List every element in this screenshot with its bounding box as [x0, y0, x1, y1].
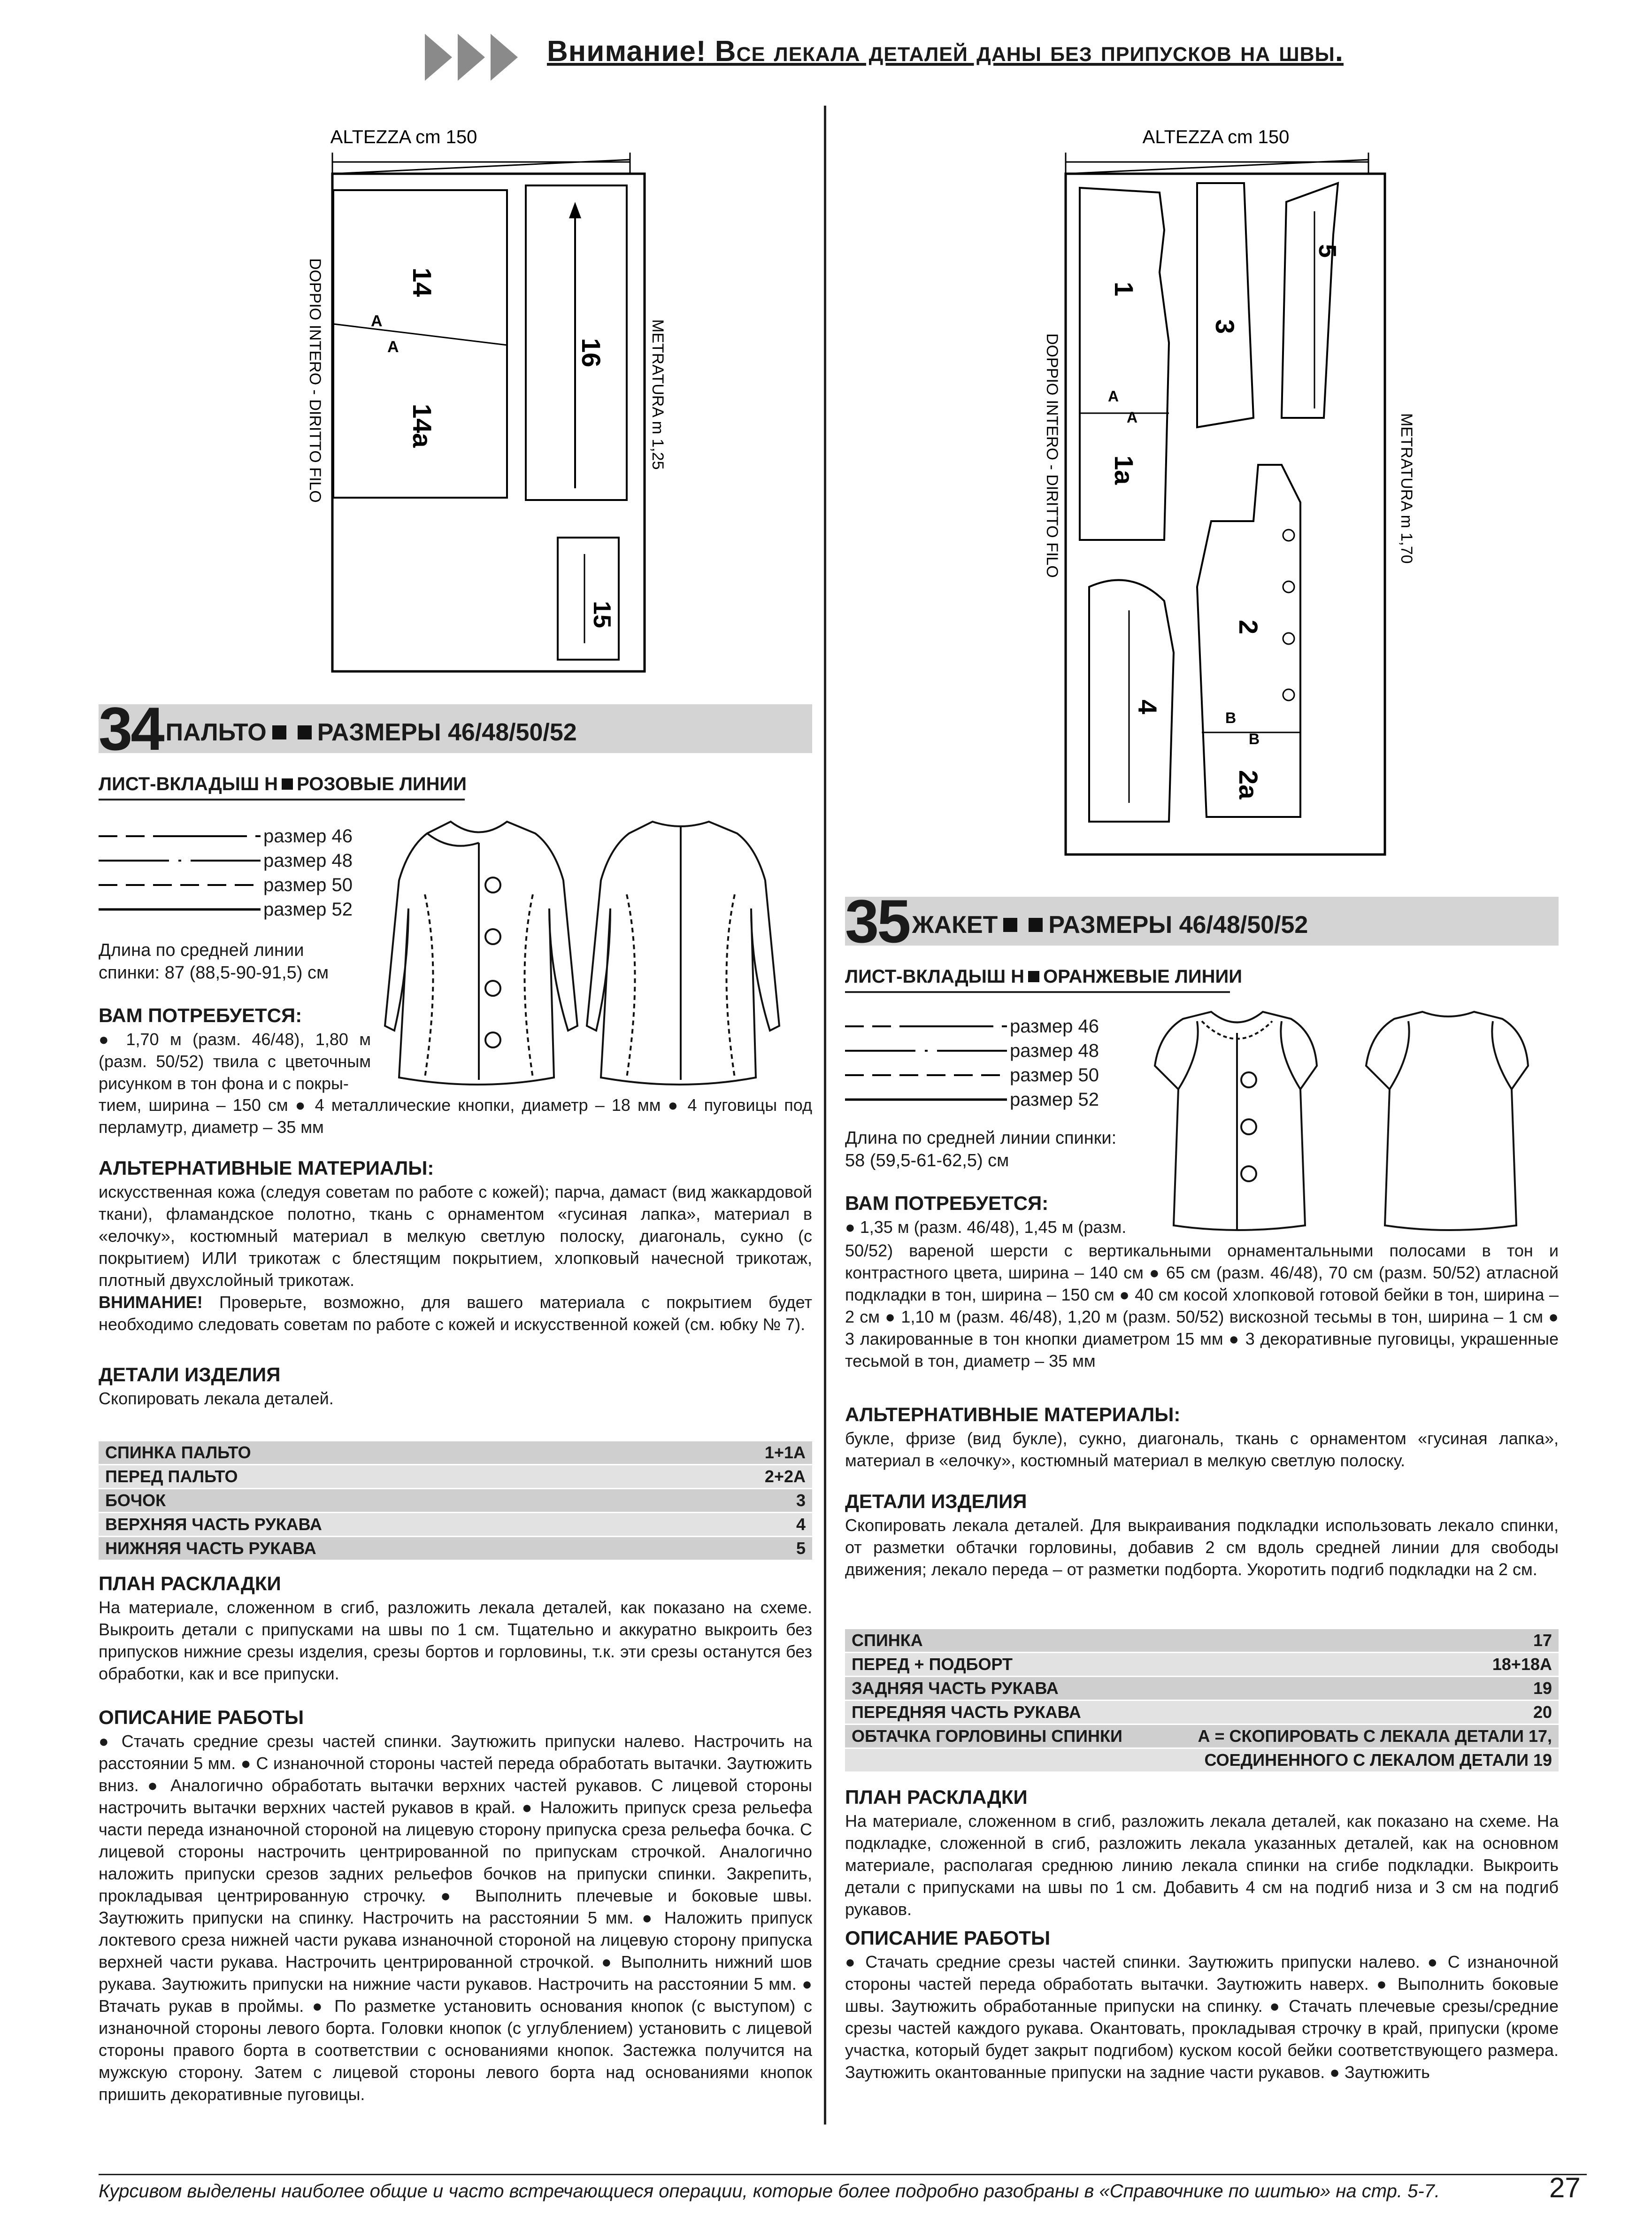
model-34-parts-title: ДЕТАЛИ ИЗДЕЛИЯ	[99, 1363, 281, 1386]
piece-label-3: 3	[1210, 319, 1240, 334]
model-35-legend: размер 46 размер 48 размер 50 размер 52	[1010, 1016, 1099, 1110]
model-35-parts-table	[845, 1629, 1559, 1773]
table-row: ЗАДНЯЯ ЧАСТЬ РУКАВА 19	[845, 1677, 1559, 1701]
model-34-alt-text: искусственная кожа (следуя советам по работе с кожей); парча, дамаст (вид жаккардовой ткани), фламандское полотно, ткань с орнаментом «гусиная лапка», материал в «елочку», костюмный материал в мелкую светлую полоску, диагональ, сукно (с покрытием) ИЛИ трикотаж с блестящим покрытием, хлопковый начесной трикотаж, плотный двухслойный трикотаж.	[99, 1182, 812, 1290]
model-34-parts-text: Скопировать лекала деталей.	[99, 1389, 334, 1408]
model-34-attention: ВНИМАНИЕ! Проверьте, возможно, для вашего материала с покрытием будет необходимо следовать советам по работе с кожей и искусственной кожей (см. юбку № 7).	[99, 1293, 812, 1334]
page-number: 27	[1549, 2172, 1581, 2203]
model-35-alt-title: АЛЬТЕРНАТИВНЫЕ МАТЕРИАЛЫ:	[845, 1403, 1181, 1425]
piece-label-5: 5	[1314, 244, 1341, 258]
table-row: СПИНКА 17	[845, 1629, 1559, 1653]
model-34-parts-table	[99, 1441, 812, 1561]
model-34-work-title: ОПИСАНИЕ РАБОТЫ	[99, 1706, 304, 1728]
marker-b1: B	[1225, 709, 1237, 726]
model-34-plan-title: ПЛАН РАСКЛАДКИ	[99, 1572, 281, 1594]
marker-a1: A	[371, 312, 383, 330]
model-34-need-title: ВАМ ПОТРЕБУЕТСЯ:	[99, 1004, 302, 1026]
model-34-work-text: ● Стачать средние срезы частей спинки. Заутюжить припуски налево. Настрочить на расстоянии 5 мм. ● С изнаночной стороны частей переда обработать вытачки. Заутюжить вниз. ● Аналогично обработать вытачки верхних частей рукавов. С лицевой стороны настрочить вытачки верхних частей рукавов в край. ● Наложить припуск среза рельефа части переда изнаночной стороной на лицевую сторону припуска среза рельефа бочка. С лицевой стороны настрочить центрированной по припускам строчкой. Аналогично наложить припуски срезов задних рельефов бочков на припуски спинки. Закрепить, прокладывая центрированную строчку. ● Выполнить плечевые и боковые швы. Заутюжить припуски на спинку. Настрочить на расстоянии 5 мм. ● Наложить припуск локтевого среза нижней части рукава изнаночной стороной на лицевую сторону припуска верхней части рукава. Настрочить центрированной строчкой. ● Выполнить нижний шов рукава. Заутюжить припуски на нижние части рукавов. Настрочить на расстоянии 5 мм. ● Втачать рукав в проймы. ● По разметке установить основания кнопок (с выступом) с изнаночной стороны левого борта. Головки кнопок (с углублением) установить с лицевой стороны правого борта в соответствии с основаниями кнопок. Застежка получится на мужскую сторону. Затем с лицевой стороны левого борта над основаниями кнопок пришить декоративные пуговицы.	[99, 1732, 812, 2104]
column-separator	[824, 106, 826, 2125]
table-row: СПИНКА ПАЛЬТО 1+1А	[99, 1441, 812, 1465]
model-34-need-text-b: тием, ширина – 150 см ● 4 металлические кнопки, диаметр – 18 мм ● 4 пуговицы под перламутр, диаметр – 35 мм	[99, 1095, 812, 1137]
piece-label-14a: 14a	[407, 404, 437, 448]
header-arrows	[425, 34, 518, 81]
layout-width-label: ALTEZZA cm 150	[330, 127, 477, 147]
cutting-layout-34	[282, 117, 681, 704]
model-35-plan-text: На материале, сложенном в сгиб, разложить лекала деталей, как показано на схеме. На подкладке, сложенной в сгиб, разложить лекала указанных деталей, как на основном материале, располагая среднюю линию лекала спинки на сгибе подкладки. Выкроить детали с припусками на швы по 1 см. Добавить 4 см на подгиб низа и 3 см на подгиб рукавов.	[845, 1811, 1559, 1919]
marker-a2: A	[387, 338, 399, 356]
model-number: 35	[845, 887, 909, 955]
model-34-sheet: ЛИСТ-ВКЛАДЫШ Н РОЗОВЫЕ ЛИНИИ	[99, 774, 465, 801]
table-row: ПЕРЕД ПАЛЬТО 2+2А	[99, 1465, 812, 1489]
model-35-sheet: ЛИСТ-ВКЛАДЫШ Н ОРАНЖЕВЫЕ ЛИНИИ	[845, 966, 1230, 993]
model-35-parts-text: Скопировать лекала деталей. Для выкраивания подкладки использовать лекало спинки, от разметки обтачки горловины, добавив 2 см вдоль средней линии для свободы движения; лекало переда – от разметки подборта. Укоротить подгиб подкладки на 2 см.	[845, 1516, 1559, 1579]
square-bullet	[272, 725, 286, 739]
model-35-work-title: ОПИСАНИЕ РАБОТЫ	[845, 1927, 1051, 1949]
coat-technical-sketch	[380, 815, 812, 1092]
table-row: ВЕРХНЯЯ ЧАСТЬ РУКАВА 4	[99, 1513, 812, 1537]
piece-label-16: 16	[576, 338, 606, 368]
model-34-length: Длина по средней линии спинки: 87 (88,5-90-91,5) см	[99, 940, 329, 983]
model-34-alt-title: АЛЬТЕРНАТИВНЫЕ МАТЕРИАЛЫ:	[99, 1157, 434, 1179]
model-34-need-text-a: ● 1,70 м (разм. 46/48), 1,80 м (разм. 50/52) твила с цветочным рисунком в тон фона и с покры-	[99, 1030, 371, 1093]
model-35-length: Длина по средней линии спинки: 58 (59,5-61-62,5) см	[845, 1128, 1117, 1170]
square-bullet	[1029, 918, 1043, 932]
model-35-need-text-b: 50/52) вареной шерсти с вертикальными орнаментальными полосами в тон и контрастного цвета, ширина – 140 см ● 65 см (разм. 46/48), 70 см (разм. 50/52) атласной подкладки в тон, ширина – 150 см ● 40 см косой хлопковой готовой бейки в тон, ширина – 2 см ● 1,10 м (разм. 46/48), 1,20 м (разм. 50/52) вискозной тесьмы в тон, ширина – 1 см ● 3 лакированные в тон кнопки диаметром 15 мм ● 3 декоративные пуговицы, украшенные тесьмой в тон, диаметр – 35 мм	[845, 1241, 1559, 1370]
table-row: БОЧОК 3	[99, 1489, 812, 1513]
header-notice: Внимание! Все лекала деталей даны без припусков на швы.	[547, 35, 1344, 68]
piece-label-2a: 2a	[1234, 770, 1263, 800]
model-35-title: 35 ЖАКЕТ РАЗМЕРЫ 46/48/50/52	[845, 897, 1559, 946]
model-35-need-text-a: ● 1,35 м (разм. 46/48), 1,45 м (разм.	[845, 1217, 1127, 1237]
table-row: НИЖНЯЯ ЧАСТЬ РУКАВА 5	[99, 1537, 812, 1561]
model-35-plan-title: ПЛАН РАСКЛАДКИ	[845, 1786, 1028, 1808]
marker-b2: B	[1249, 731, 1260, 747]
piece-label-15: 15	[588, 601, 615, 628]
model-35-parts-title: ДЕТАЛИ ИЗДЕЛИЯ	[845, 1490, 1027, 1512]
model-34-plan-text: На материале, сложенном в сгиб, разложить лекала деталей, как показано на схеме. Выкроить детали с припусками на швы по 1 см. Тщательно и аккуратно выкроить без припусков нижние срезы изделия, срезы бортов и горловины, т.к. эти срезы останутся без обработки, как и все припуски.	[99, 1598, 812, 1683]
model-34-title: 34 ПАЛЬТО РАЗМЕРЫ 46/48/50/52	[99, 704, 812, 753]
square-bullet	[1003, 918, 1017, 932]
square-bullet	[298, 725, 312, 739]
model-35-need-title: ВАМ ПОТРЕБУЕТСЯ:	[845, 1192, 1049, 1214]
footer-rule	[99, 2174, 1587, 2175]
marker-a1: A	[1108, 388, 1119, 405]
model-34-legend: размер 46 размер 48 размер 50 размер 52	[263, 825, 353, 920]
layout-length-label: METRATURA m 1,70	[1398, 413, 1415, 564]
layout-fold-label: DOPPIO INTERO - DIRITTO FILO	[306, 258, 324, 503]
model-35-work-text: ● Стачать средние срезы частей спинки. Заутюжить припуски налево. ● С изнаночной стороны частей переда обработать вытачки. Заутюжить наверх. ● Выполнить боковые швы. Заутюжить обработанные припуски на спинку. ● Стачать плечевые срезы/средние срезы частей каждого рукава. Окантовать, прокладывая строчку в край, припуски (кроме участка, который будет закрыт подгибом) куском косой бейки соответствующего размера. Заутюжить окантованные припуски на задние части рукавов. ● Заутюжить	[845, 1952, 1559, 2082]
layout-length-label: METRATURA m 1,25	[649, 319, 667, 470]
table-row: ПЕРЕД + ПОДБОРТ 18+18А	[845, 1653, 1559, 1677]
table-row: ОБТАЧКА ГОРЛОВИНЫ СПИНКИ А = СКОПИРОВАТЬ С ЛЕКАЛА ДЕТАЛИ 17,	[845, 1724, 1559, 1748]
footer-note: Курсивом выделены наиболее общие и часто встречающиеся операции, которые более подробно разобраны в «Справочнике по шитью» на стр. 5-7.	[99, 2181, 1440, 2202]
model-number: 34	[99, 694, 163, 763]
layout-width-label: ALTEZZA cm 150	[1142, 127, 1290, 147]
jacket-technical-sketch	[1136, 1000, 1568, 1235]
piece-label-1a: 1a	[1109, 455, 1139, 485]
table-row: ПЕРЕДНЯЯ ЧАСТЬ РУКАВА 20	[845, 1701, 1559, 1724]
piece-label-2: 2	[1234, 620, 1263, 635]
model-35-alt-text: букле, фризе (вид букле), сукно, диагональ, ткань с орнаментом «гусиная лапка», материал в «елочку», костюмный материал в мелкую светлую полоску.	[845, 1429, 1559, 1470]
table-row: СОЕДИНЕННОГО С ЛЕКАЛОМ ДЕТАЛИ 19	[845, 1748, 1559, 1772]
cutting-layout-35	[1019, 117, 1441, 869]
layout-fold-label: DOPPIO INTERO - DIRITTO FILO	[1043, 333, 1061, 578]
marker-a2: A	[1127, 409, 1138, 426]
piece-label-14: 14	[407, 268, 437, 297]
piece-label-1: 1	[1109, 282, 1139, 297]
piece-label-4: 4	[1133, 700, 1162, 715]
